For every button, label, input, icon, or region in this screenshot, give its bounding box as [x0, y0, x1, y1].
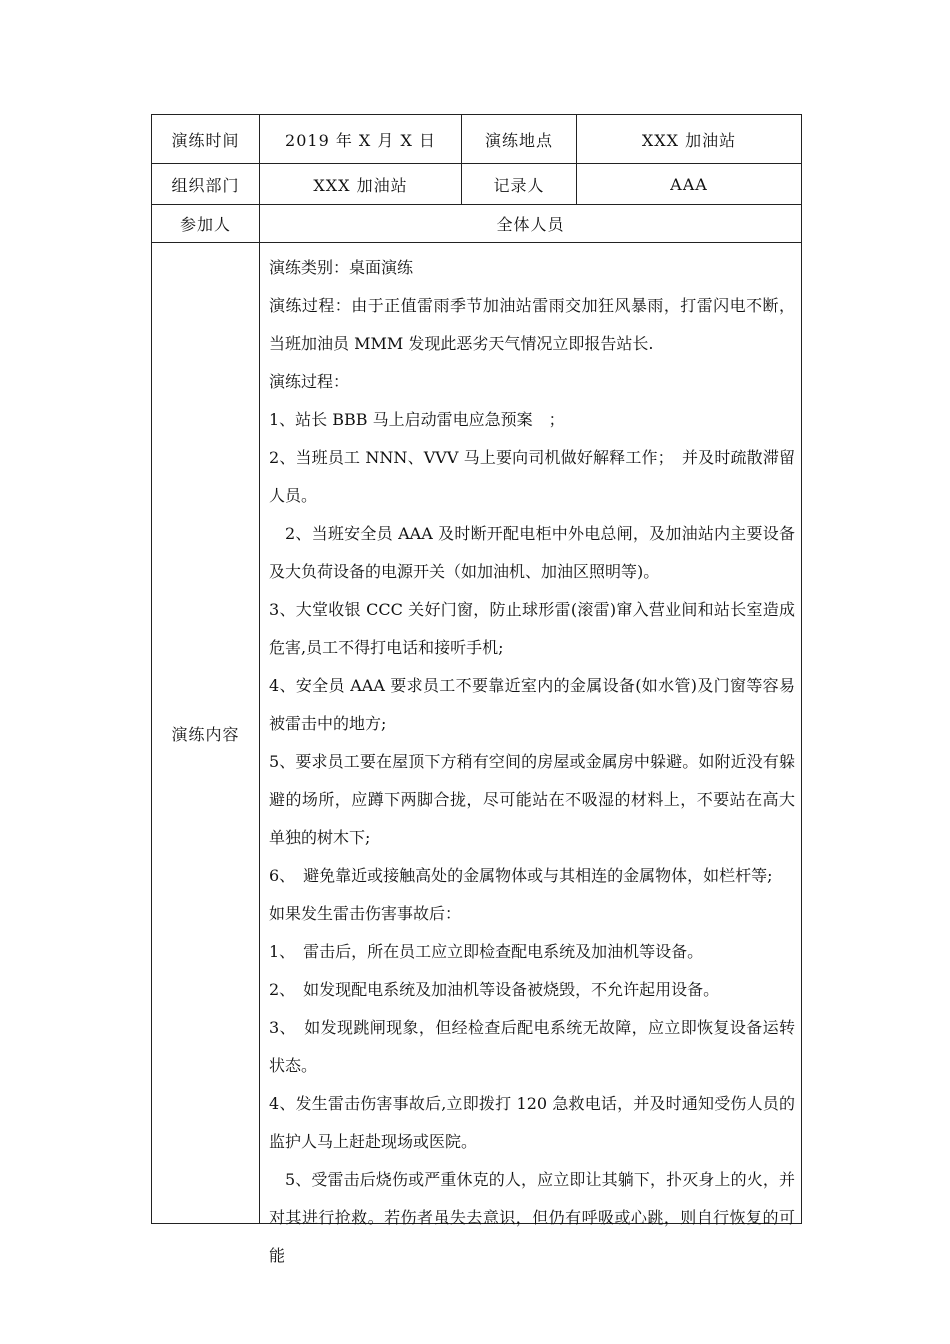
content-paragraph: 5、要求员工要在屋顶下方稍有空间的房屋或金属房中躲避。如附近没有躲避的场所，应蹲下两脚合拢，尽可能站在不吸湿的材料上，不要站在高大单独的树木下; — [269, 752, 795, 847]
recorder-value: AAA — [577, 164, 802, 205]
recorder-label: 记录人 — [462, 164, 577, 205]
content-label: 演练内容 — [152, 243, 260, 1224]
content-paragraph: 4、安全员 AAA 要求员工不要靠近室内的金属设备(如水管)及门窗等容易被雷击中的地方; — [269, 676, 795, 733]
table-row — [152, 205, 802, 243]
content-paragraph: 2、 如发现配电系统及加油机等设备被烧毁，不允许起用设备。 — [269, 980, 720, 999]
content-paragraph: 1、 雷击后，所在员工应立即检查配电系统及加油机等设备。 — [269, 942, 704, 961]
location-value: XXX 加油站 — [577, 115, 802, 164]
location-label: 演练地点 — [462, 115, 577, 164]
content-paragraph: 3、 如发现跳闸现象，但经检查后配电系统无故障，应立即恢复设备运转状态。 — [269, 1018, 795, 1075]
table-row — [152, 164, 802, 205]
content-paragraph: 5、受雷击后烧伤或严重休克的人，应立即让其躺下，扑灭身上的火，并对其进行抢救。若伤者虽失去意识，但仍有呼吸或心跳，则自行恢复的可能 — [269, 1170, 795, 1265]
content-paragraph: 演练过程： — [269, 372, 350, 391]
time-label: 演练时间 — [152, 115, 260, 164]
participants-label: 参加人 — [152, 205, 260, 243]
content-paragraph: 演练类别：桌面演练 — [269, 258, 414, 277]
content-paragraph: 3、大堂收银 CCC 关好门窗，防止球形雷(滚雷)窜入营业间和站长室造成危害,员工不得打电话和接听手机; — [269, 600, 795, 657]
content-paragraph: 如果发生雷击伤害事故后： — [269, 904, 462, 923]
table-row — [152, 243, 802, 1224]
content-paragraph: 4、发生雷击伤害事故后,立即拨打 120 急救电话，并及时通知受伤人员的监护人马上赶赴现场或医院。 — [269, 1094, 795, 1151]
dept-label: 组织部门 — [152, 164, 260, 205]
participants-value: 全体人员 — [260, 205, 802, 243]
table-row — [152, 115, 802, 164]
content-cell — [260, 243, 802, 1265]
drill-record-table — [151, 114, 802, 1265]
dept-value: XXX 加油站 — [260, 164, 462, 205]
content-paragraph: 1、站长 BBB 马上启动雷电应急预案 ； — [269, 410, 565, 429]
content-paragraph: 2、当班安全员 AAA 及时断开配电柜中外电总闸，及加油站内主要设备及大负荷设备的电源开关（如加油机、加油区照明等)。 — [269, 524, 795, 581]
content-paragraph: 演练过程：由于正值雷雨季节加油站雷雨交加狂风暴雨，打雷闪电不断，当班加油员 MMM 发现此恶劣天气情况立即报告站长. — [269, 296, 795, 353]
content-text — [260, 243, 801, 1265]
content-paragraph: 6、 避免靠近或接触高处的金属物体或与其相连的金属物体，如栏杆等; — [269, 866, 773, 885]
time-value: 2019 年 X 月 X 日 — [260, 115, 462, 164]
content-paragraph: 2、当班员工 NNN、VVV 马上要向司机做好解释工作； 并及时疏散滞留人员。 — [269, 448, 795, 505]
